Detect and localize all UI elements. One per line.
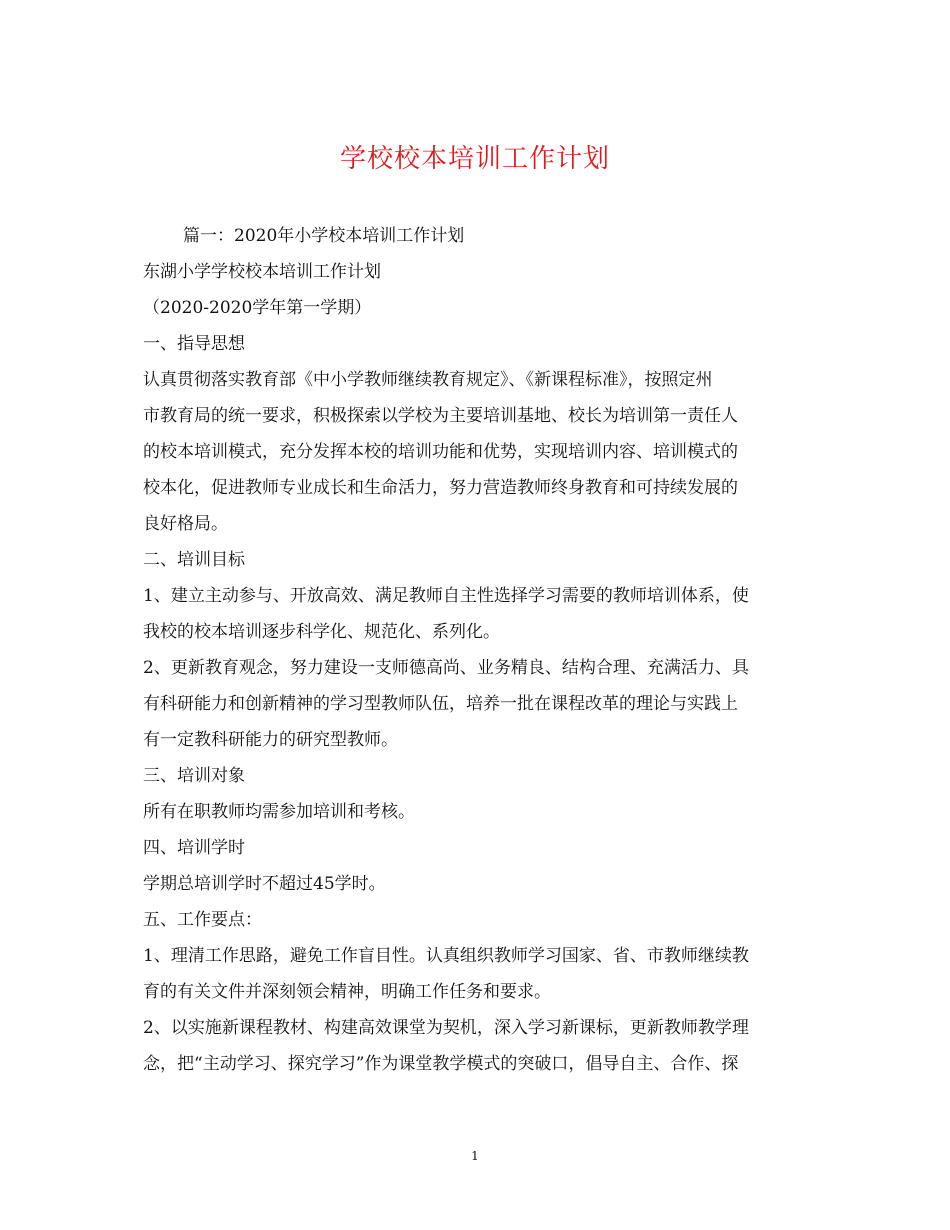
text-line: 市教育局的统一要求，积极探索以学校为主要培训基地、校长为培训第一责任人: [143, 406, 738, 426]
text-line: 所有在职教师均需参加培训和考核。: [143, 802, 415, 822]
text-line: 认真贯彻落实教育部《中小学教师继续教育规定》、《新课程标准》，按照定州: [143, 370, 713, 390]
document-body: [143, 218, 808, 1082]
text-line: 有一定教科研能力的研究型教师。: [143, 730, 398, 750]
text-line: 1、建立主动参与、开放高效、满足教师自主性选择学习需要的教师培训体系，使: [143, 586, 749, 606]
text-line: 良好格局。: [143, 514, 228, 534]
section-heading: 五、工作要点：: [143, 910, 262, 930]
document-title: 学校校本培训工作计划: [339, 144, 610, 174]
text-line: 念，把“主动学习、探究学习”作为课堂教学模式的突破口，倡导自主、合作、探: [143, 1054, 739, 1074]
page-number: 1: [471, 1149, 479, 1163]
text-line: 学期总培训学时不超过45学时。: [143, 874, 386, 894]
text-line: 有科研能力和创新精神的学习型教师队伍，培养一批在课程改革的理论与实践上: [143, 694, 738, 714]
section-heading: 三、培训对象: [143, 766, 245, 786]
text-line: 1、理清工作思路，避免工作盲目性。认真组织教师学习国家、省、市教师继续教: [143, 946, 749, 966]
text-line: 校本化，促进教师专业成长和生命活力，努力营造教师终身教育和可持续发展的: [143, 478, 738, 498]
text-line: （2020-2020学年第一学期）: [143, 298, 372, 318]
section-heading: 四、培训学时: [143, 838, 245, 858]
text-line: 的校本培训模式，充分发挥本校的培训功能和优势，实现培训内容、培训模式的: [143, 442, 738, 462]
text-line: 篇一：2020年小学校本培训工作计划: [183, 226, 465, 246]
text-line: 育的有关文件并深刻领会精神，明确工作任务和要求。: [143, 982, 551, 1002]
section-heading: 二、培训目标: [143, 550, 245, 570]
text-line: 我校的校本培训逐步科学化、规范化、系列化。: [143, 622, 500, 642]
section-heading: 一、指导思想: [143, 334, 245, 354]
text-line: 2、更新教育观念，努力建设一支师德高尚、业务精良、结构合理、充满活力、具: [143, 658, 749, 678]
text-line: 东湖小学学校校本培训工作计划: [143, 262, 381, 282]
text-line: 2、以实施新课程教材、构建高效课堂为契机，深入学习新课标，更新教师教学理: [143, 1018, 749, 1038]
